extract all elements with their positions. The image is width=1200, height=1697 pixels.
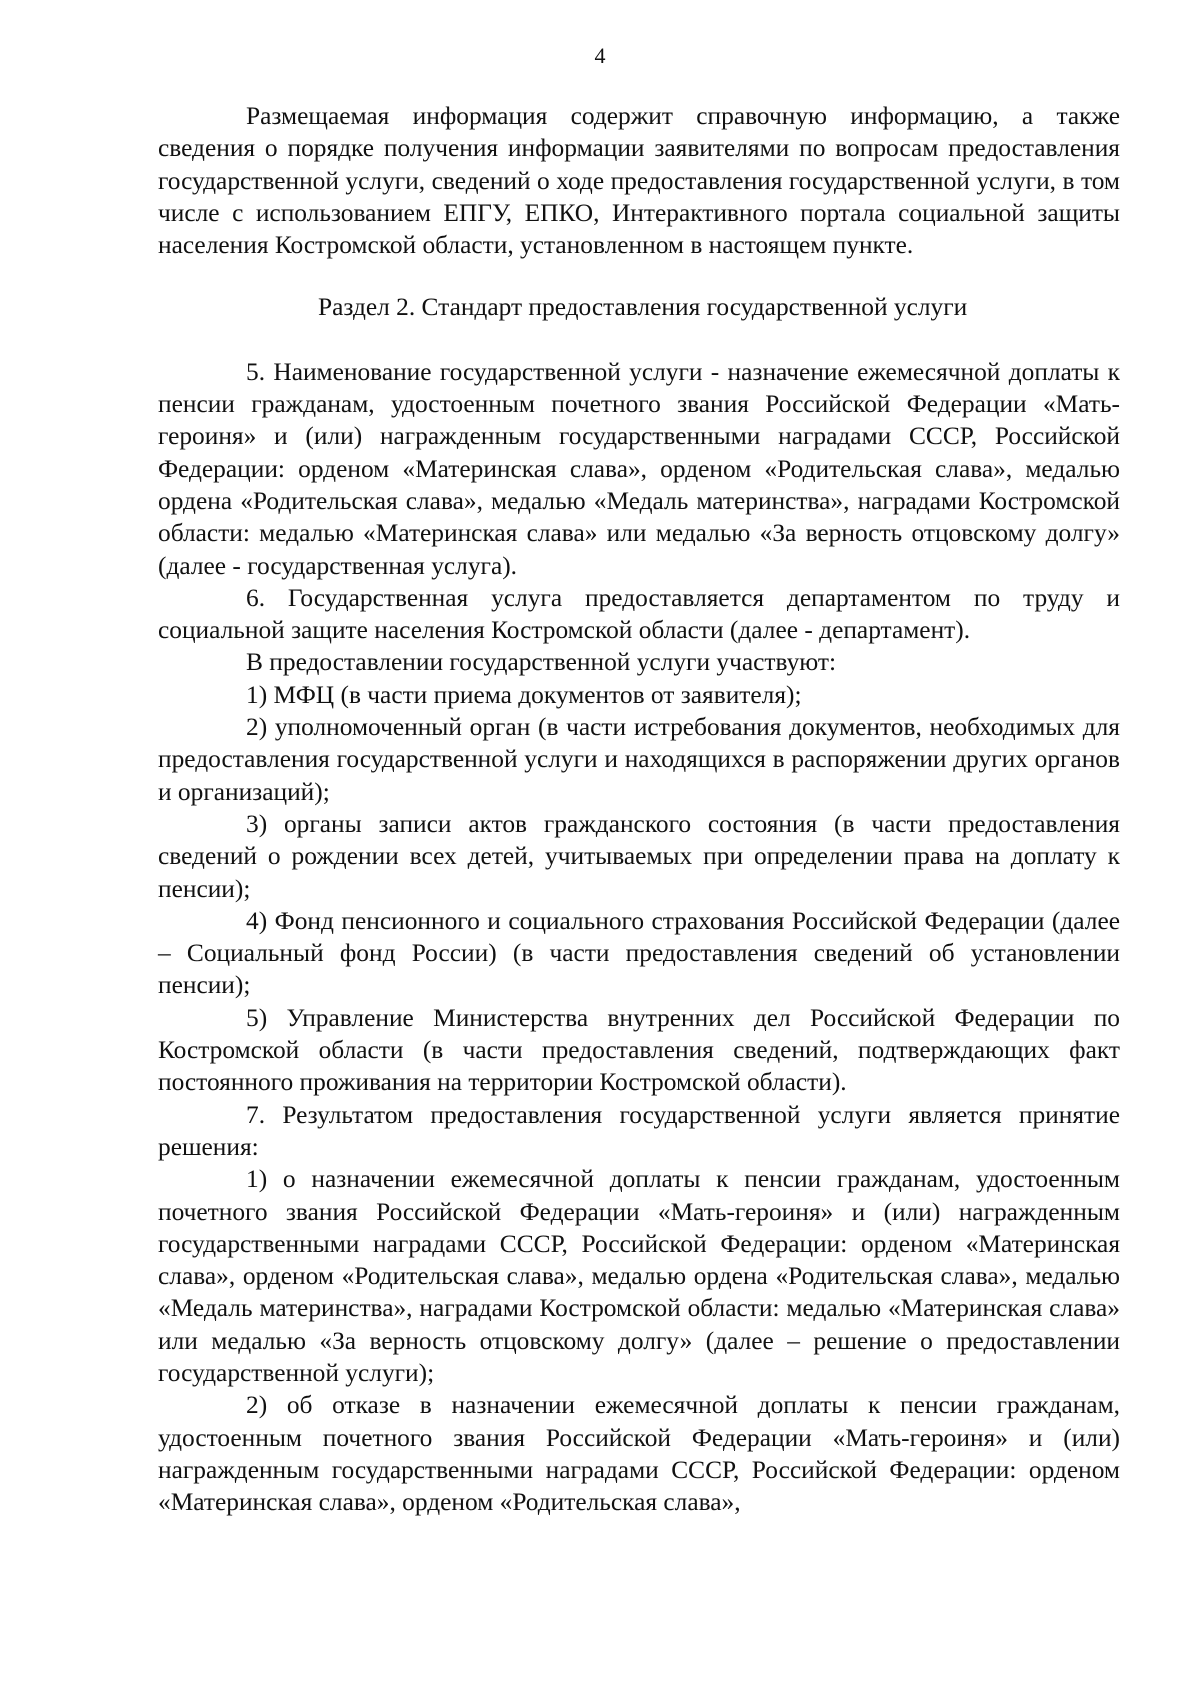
participant-item-2: 2) уполномоченный орган (в части истребования документов, необходимых для предоставления государственной услуги и находящихся в распоряжении других органов и организаций);	[158, 713, 1120, 806]
spacer	[158, 324, 1120, 356]
result-item-1: 1) о назначении ежемесячной доплаты к пенсии гражданам, удостоенным почетного звания Российской Федерации «Мать-героиня» и (или) награжденным государственными наградами СССР, Российской Федерации: орденом «Материнская слава», орденом «Родительская слава», медалью ордена «Родительская слава», медалью «Медаль материнства», наградами Костромской области: медалью «Материнская слава» или медалью «За верность отцовскому долгу» (далее – решение о предоставлении государственной услуги);	[158, 1165, 1120, 1387]
participants-intro: В предоставлении государственной услуги участвуют:	[246, 648, 837, 677]
result-item-2: 2) об отказе в назначении ежемесячной доплаты к пенсии гражданам, удостоенным почетного звания Российской Федерации «Мать-героиня» и (или) награжденным государственными наградами СССР, Российской Федерации: орденом «Материнская слава», орденом «Родительская слава»,	[158, 1391, 1120, 1517]
participant-item-5: 5) Управление Министерства внутренних дел Российской Федерации по Костромской области (в части предоставления сведений, подтверждающих факт постоянного проживания на территории Костромской области).	[158, 1003, 1120, 1097]
participant-item-1: 1) МФЦ (в части приема документов от заявителя);	[246, 680, 802, 709]
intro-paragraph: Размещаемая информация содержит справочную информацию, а также сведения о порядке получения информации заявителями по вопросам предоставления государственной услуги, сведений о ходе предоставления государственной услуги, в том числе с использованием ЕПГУ, ЕПКО, Интерактивного портала социальной защиты населения Костромской области, установленном в настоящем пункте.	[158, 102, 1120, 260]
document-body	[158, 100, 1120, 1518]
paragraph-item-5: 5. Наименование государственной услуги - назначение ежемесячной доплаты к пенсии гражданам, удостоенным почетного звания Российской Федерации «Мать-героиня» и (или) награжденным государственными наградами СССР, Российской Федерации: орденом «Материнская слава», орденом «Родительская слава», медалью ордена «Родительская слава», медалью «Медаль материнства», наградами Костромской области: медалью «Материнская слава» или медалью «За верность отцовскому долгу» (далее - государственная услуга).	[158, 357, 1120, 580]
paragraph-item-7: 7. Результатом предоставления государственной услуги является принятие решения:	[158, 1100, 1120, 1161]
section-heading: Раздел 2. Стандарт предоставления государственной услуги	[318, 293, 968, 322]
page-number: 4	[594, 43, 606, 68]
participant-item-4: 4) Фонд пенсионного и социального страхования Российской Федерации (далее – Социальный фонд России) (в части предоставления сведений об установлении пенсии);	[158, 906, 1120, 1000]
participant-item-3: 3) органы записи актов гражданского состояния (в части предоставления сведений о рождении всех детей, учитываемых при определении права на доплату к пенсии);	[158, 809, 1120, 903]
spacer	[158, 261, 1120, 291]
paragraph-item-6: 6. Государственная услуга предоставляется департаментом по труду и социальной защите населения Костромской области (далее - департамент).	[158, 583, 1120, 645]
